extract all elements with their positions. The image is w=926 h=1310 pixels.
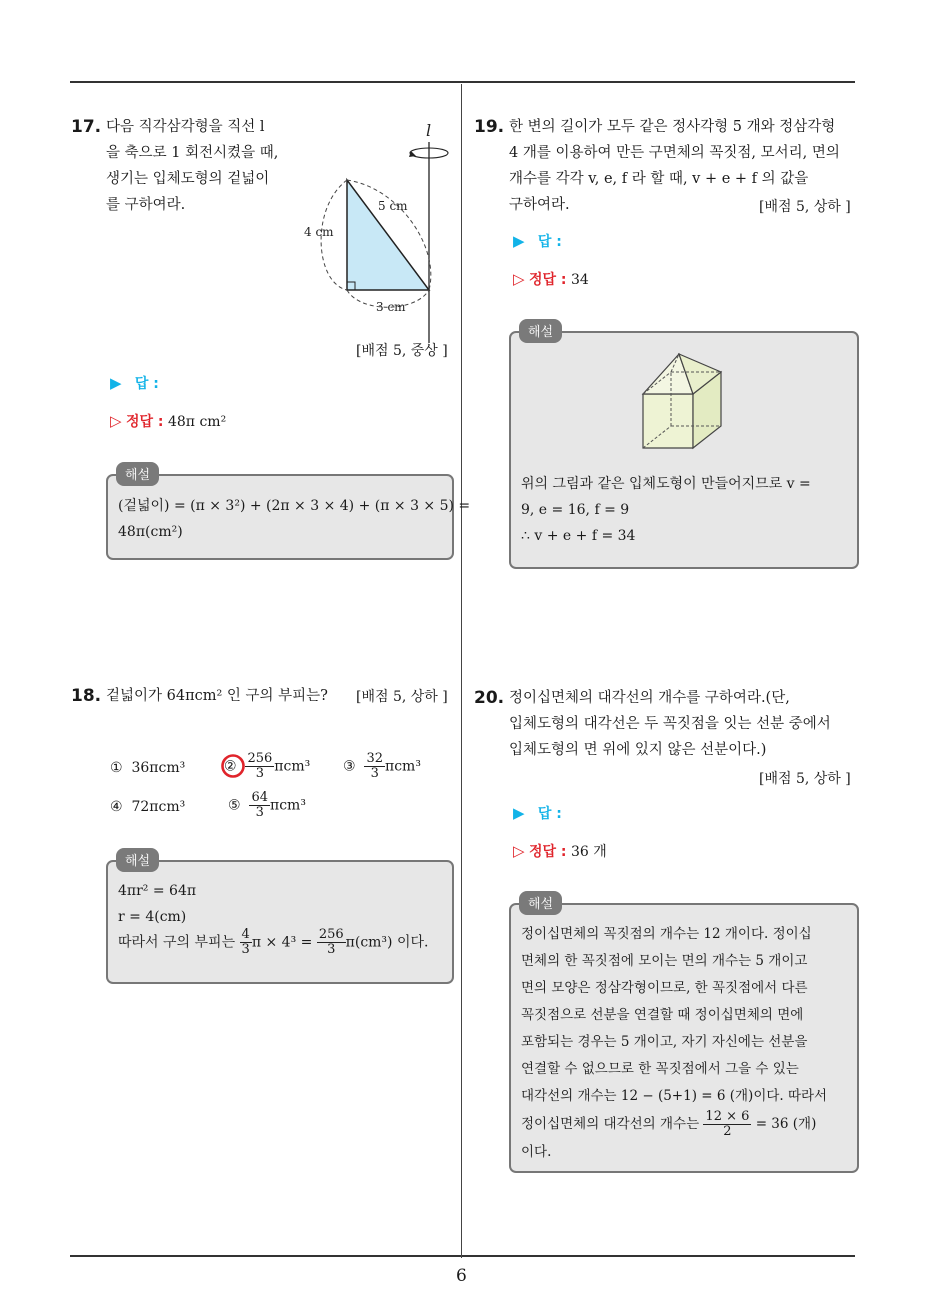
q19-answer (513, 231, 562, 251)
height-label: 4 cm (304, 225, 334, 239)
solution-line: (겉넓이) = (π × 3²) + (2π × 3 × 4) + (π × 3 × 5) = (118, 498, 471, 514)
correct-label: 정답 : (126, 414, 164, 430)
q18-points: [배점 5, 상하 ] (356, 689, 448, 705)
q20-correct (513, 839, 607, 865)
q19-number: 19. (474, 117, 505, 137)
answer-label: 답 : (537, 234, 562, 250)
axis-label: l (426, 121, 432, 140)
outline-triangle-icon: ▷ (513, 842, 525, 860)
solution-fraction: $\frac{4}{3}$ (241, 927, 250, 957)
option-tail: πcm³ (274, 758, 311, 775)
solution-line: 이다. (521, 1144, 552, 1160)
q18-option-1 (110, 760, 185, 776)
play-icon: ▶ (513, 804, 525, 822)
solution-line: 48π(cm²) (118, 524, 183, 540)
play-icon: ▶ (110, 374, 122, 392)
q17-answer (110, 373, 159, 393)
solution-line: 꼭짓점으로 선분을 연결할 때 정이십면체의 면에 (521, 1007, 804, 1023)
answer-label: 답 : (134, 376, 159, 392)
selected-answer-circle (220, 753, 246, 779)
solution-line: 따라서 구의 부피는 $\frac{4}{3}$ π × 4³ = $\frac{256}{3}$ π(cm³) 이다. (118, 927, 429, 957)
solution-line: 포함되는 경우는 5 개이고, 자기 자신에는 선분을 (521, 1034, 808, 1050)
solution-line: 연결할 수 없으므로 한 꼭짓점에서 그을 수 있는 (521, 1061, 799, 1077)
correct-label: 정답 : (529, 844, 567, 860)
solution-line: 정이십면체의 대각선의 개수는 $\frac{12 \times 6}{2}$ = 36 (개) (521, 1109, 817, 1139)
option-mark: ④ (110, 799, 123, 815)
option-text: 36πcm³ (131, 760, 186, 776)
q17-points: [배점 5, 중상 ] (356, 343, 448, 359)
column-divider (461, 84, 462, 1258)
q20-answer (513, 803, 562, 823)
option-mark: ⑤ (228, 797, 241, 814)
solution-line: 위의 그림과 같은 입체도형이 만들어지므로 v = (521, 476, 811, 492)
correct-value: 36 개 (570, 844, 607, 860)
solution-line: 대각선의 개수는 12 − (5+1) = 6 (개)이다. 따라서 (521, 1088, 828, 1104)
q19-line: 4 개를 이용하여 만든 구면체의 꼭짓점, 모서리, 면의 (509, 145, 840, 161)
correct-value: 34 (570, 272, 589, 288)
q20-solution-text (521, 921, 851, 1166)
solution-fraction: $\frac{256}{3}$ (318, 927, 344, 957)
q17-solution-tag: 해설 (116, 462, 159, 486)
correct-label: 정답 : (529, 272, 567, 288)
top-rule (70, 81, 855, 83)
q17-line: 를 구하여라. (106, 197, 186, 213)
option-fraction: $\frac{32}{3}$ (366, 751, 384, 781)
q20-line: 정이십면체의 대각선의 개수를 구하여라.(단, (509, 690, 790, 706)
q17-solution-text (118, 493, 470, 545)
option-text: 72πcm³ (131, 799, 186, 815)
q20-number: 20. (474, 688, 505, 708)
answer-label: 답 : (537, 806, 562, 822)
q19-solution-text (521, 471, 851, 549)
q17-line: 다음 직각삼각형을 직선 l (106, 119, 265, 135)
q17-text (106, 114, 278, 218)
triangle-shape (347, 180, 429, 290)
solution-line: r = 4(cm) (118, 909, 187, 925)
option-mark: ① (110, 760, 123, 776)
q18-option-3 (343, 752, 421, 781)
q20-points: [배점 5, 상하 ] (759, 771, 851, 787)
page-number: 6 (456, 1266, 467, 1286)
q17-number: 17. (71, 117, 102, 137)
option-tail: πcm³ (270, 797, 306, 814)
solution-fraction: $\frac{12 \times 6}{2}$ (705, 1109, 750, 1139)
option-mark: ② (224, 758, 237, 775)
q20-solution-tag: 해설 (519, 891, 562, 915)
q18-number: 18. (71, 686, 102, 706)
q18-solution-tag: 해설 (116, 848, 159, 872)
q20-text (509, 685, 831, 763)
correct-value: 48π cm² (167, 414, 227, 430)
option-fraction: $\frac{64}{3}$ (251, 790, 269, 820)
outline-triangle-icon: ▷ (110, 412, 122, 430)
q19-correct (513, 267, 589, 293)
play-icon: ▶ (513, 232, 525, 250)
q17-triangle-figure (290, 118, 460, 343)
solution-line: 면체의 한 꼭짓점에 모이는 면의 개수는 5 개이고 (521, 953, 808, 969)
q19-line: 한 변의 길이가 모두 같은 정사각형 5 개와 정삼각형 (509, 119, 836, 135)
outline-triangle-icon: ▷ (513, 270, 525, 288)
q19-solid-figure (635, 348, 735, 458)
solution-line: 면의 모양은 정삼각형이므로, 한 꼭짓점에서 다른 (521, 980, 808, 996)
q17-line: 생기는 입체도형의 겉넓이 (106, 171, 270, 187)
q19-line: 구하여라. (509, 197, 570, 213)
option-mark: ③ (343, 758, 356, 775)
q18-option-5 (228, 791, 306, 820)
solution-line: 4πr² = 64π (118, 883, 197, 899)
solution-line: 9, e = 16, f = 9 (521, 502, 630, 518)
solution-line: 정이십면체의 꼭짓점의 개수는 12 개이다. 정이십 (521, 926, 812, 942)
base-label: 3 cm (376, 300, 406, 314)
q18-solution-text (118, 878, 448, 957)
hyp-label: 5 cm (378, 199, 408, 213)
q18-option-4 (110, 799, 185, 815)
option-tail: πcm³ (385, 758, 421, 775)
q18-text: 겉넓이가 64πcm² 인 구의 부피는? (106, 688, 328, 704)
q17-correct (110, 409, 226, 435)
solution-line: ∴ v + e + f = 34 (521, 528, 636, 544)
bottom-rule (70, 1255, 855, 1257)
q19-points: [배점 5, 상하 ] (759, 199, 851, 215)
q19-line: 개수를 각각 v, e, f 라 할 때, v + e + f 의 값을 (509, 171, 809, 187)
q17-line: 을 축으로 1 회전시켰을 때, (106, 145, 279, 161)
option-fraction: $\frac{256}{3}$ (247, 751, 273, 781)
q20-line: 입체도형의 면 위에 있지 않은 선분이다.) (509, 742, 767, 758)
q19-solution-tag: 해설 (519, 319, 562, 343)
q20-line: 입체도형의 대각선은 두 꼭짓점을 잇는 선분 중에서 (509, 716, 831, 732)
